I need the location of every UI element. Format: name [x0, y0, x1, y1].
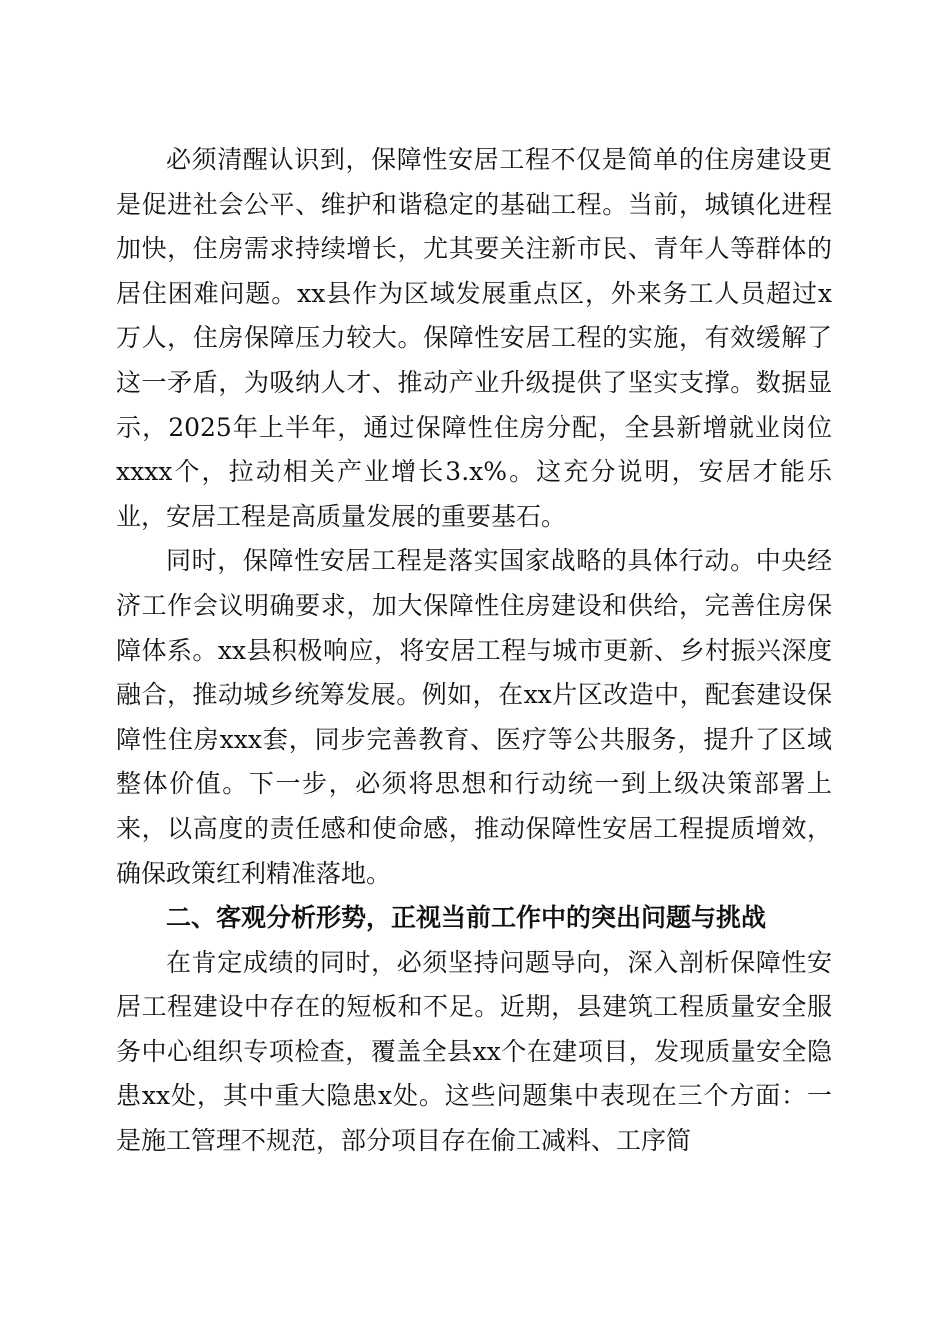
section-heading: 二、客观分析形势，正视当前工作中的突出问题与挑战: [166, 903, 767, 933]
body-paragraph: 在肯定成绩的同时，必须坚持问题导向，深入剖析保障性安居工程建设中存在的短板和不足。近期，县建筑工程质量安全服务中心组织专项检查，覆盖全县xx个在建项目，发现质量安全隐患xx处，其中重大隐患x处。这些问题集中表现在三个方面：一是施工管理不规范，部分项目存在偷工减料、工序简: [116, 947, 832, 1156]
document-body: [116, 138, 832, 1164]
body-paragraph: 必须清醒认识到，保障性安居工程不仅是简单的住房建设更是促进社会公平、维护和谐稳定的基础工程。当前，城镇化进程加快，住房需求持续增长，尤其要关注新市民、青年人等群体的居住困难问题。xx县作为区域发展重点区，外来务工人员超过x万人，住房保障压力较大。保障性安居工程的实施，有效缓解了这一矛盾，为吸纳人才、推动产业升级提供了坚实支撑。数据显示，2025年上半年，通过保障性住房分配，全县新增就业岗位xxxx个，拉动相关产业增长3.x%。这充分说明，安居才能乐业，安居工程是高质量发展的重要基石。: [116, 145, 832, 531]
body-paragraph: 同时，保障性安居工程是落实国家战略的具体行动。中央经济工作会议明确要求，加大保障性住房建设和供给，完善住房保障体系。xx县积极响应，将安居工程与城市更新、乡村振兴深度融合，推动城乡统筹发展。例如，在xx片区改造中，配套建设保障性住房xxx套，同步完善教育、医疗等公共服务，提升了区域整体价值。下一步，必须将思想和行动统一到上级决策部署上来，以高度的责任感和使命感，推动保障性安居工程提质增效，确保政策红利精准落地。: [116, 546, 832, 888]
